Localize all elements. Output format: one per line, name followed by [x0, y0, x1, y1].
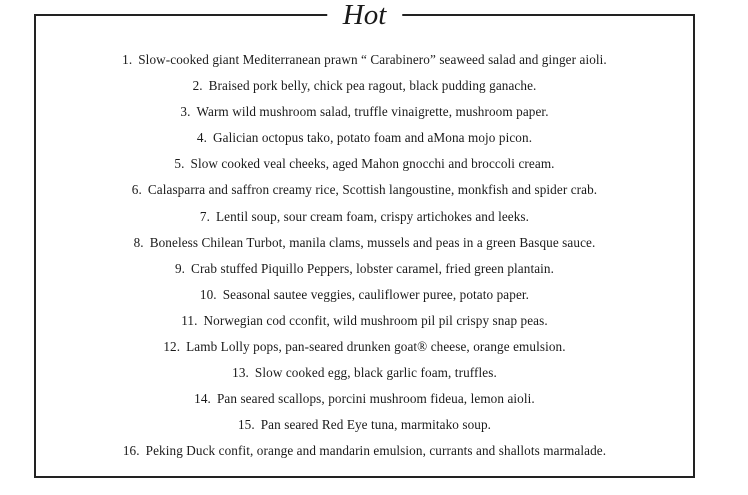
menu-item-number: 7. [199, 208, 211, 224]
menu-item-number: 10. [199, 286, 217, 302]
menu-item [36, 177, 693, 203]
menu-item [36, 256, 693, 282]
menu-item-text: Slow cooked egg, black garlic foam, truffles. [254, 365, 497, 381]
menu-item [36, 386, 693, 412]
menu-item-number: 15. [237, 417, 255, 433]
menu-item-text: Lentil soup, sour cream foam, crispy artichokes and leeks. [216, 208, 530, 224]
menu-item-text: Pan seared Red Eye tuna, marmitako soup. [260, 417, 492, 433]
menu-item-text: Crab stuffed Piquillo Peppers, lobster caramel, fried green plantain. [191, 260, 555, 276]
menu-item-text: Braised pork belly, chick pea ragout, black pudding ganache. [208, 78, 537, 94]
menu-item-text: Galician octopus tako, potato foam and aMona mojo picon. [213, 130, 533, 146]
menu-item-number: 1. [122, 52, 133, 67]
menu-item-number: 3. [180, 104, 191, 120]
menu-item-number: 11. [181, 312, 198, 328]
menu-item [36, 151, 693, 177]
section-title: Hot [327, 0, 403, 31]
menu-item-number: 13. [232, 365, 249, 381]
menu-item-number: 8. [133, 234, 144, 250]
menu-item-number: 14. [194, 391, 211, 407]
menu-item [36, 308, 693, 334]
menu-item-text: Boneless Chilean Turbot, manila clams, mussels and peas in a green Basque sauce. [149, 234, 596, 250]
menu-item-text: Warm wild mushroom salad, truffle vinaigrette, mushroom paper. [196, 104, 549, 120]
menu-item [36, 334, 693, 360]
menu-item-text: Lamb Lolly pops, pan-seared drunken goat® cheese, orange emulsion. [186, 339, 566, 355]
menu-item [36, 47, 693, 73]
menu-item-text: Pan seared scallops, porcini mushroom fideua, lemon aioli. [216, 391, 535, 407]
menu-item-text: Seasonal sautee veggies, cauliflower puree, potato paper. [222, 286, 530, 302]
menu-item [36, 360, 693, 386]
menu-item-list [36, 47, 693, 465]
menu-item-text: Peking Duck confit, orange and mandarin emulsion, currants and shallots marmalade. [145, 443, 607, 459]
menu-item [36, 99, 693, 125]
menu-item-number: 5. [174, 156, 185, 172]
menu-item [36, 282, 693, 308]
menu-item [36, 73, 693, 99]
menu-item-number: 2. [192, 78, 203, 94]
menu-item-text: Slow-cooked giant Mediterranean prawn “ Carabinero” seaweed salad and ginger aioli. [138, 52, 607, 67]
menu-section-frame [34, 0, 695, 478]
menu-item-text: Norwegian cod cconfit, wild mushroom pil pil crispy snap peas. [203, 312, 548, 328]
menu-item-number: 12. [163, 339, 181, 355]
menu-item-number: 4. [196, 130, 207, 146]
menu-item-text: Slow cooked veal cheeks, aged Mahon gnocchi and broccoli cream. [190, 156, 555, 172]
menu-item [36, 204, 693, 230]
menu-item-number: 6. [131, 182, 142, 198]
menu-item [36, 412, 693, 438]
menu-item-text: Calasparra and saffron creamy rice, Scottish langoustine, monkfish and spider crab. [147, 182, 598, 198]
menu-item-number: 9. [174, 260, 186, 276]
menu-item [36, 438, 693, 464]
menu-item-number: 16. [122, 443, 140, 459]
menu-item [36, 125, 693, 151]
menu-item [36, 230, 693, 256]
